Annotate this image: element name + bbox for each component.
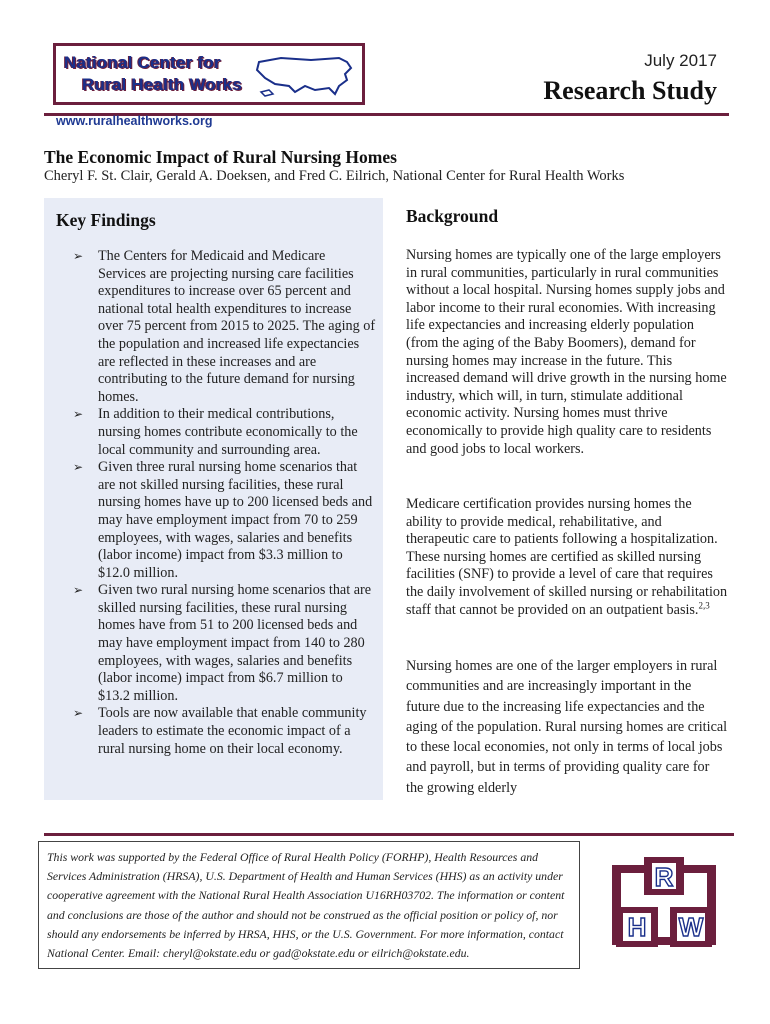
- key-findings-heading: Key Findings: [56, 210, 156, 230]
- list-item: [54, 705, 376, 758]
- arrow-bullet-icon: ➢: [73, 583, 84, 598]
- key-findings-box: [44, 198, 383, 800]
- funding-disclaimer-box: [38, 841, 580, 969]
- list-item: [54, 459, 376, 582]
- rhw-logo-icon: [608, 851, 720, 951]
- rhw-letter-r: R: [654, 862, 674, 892]
- finding-text: Given three rural nursing home scenarios that are not skilled nursing facilities, these rural nursing homes have up to 200 licensed beds and may have employment impact from 70 to 259 employees, with wages, salaries and benefits (labor income) impact from $3.3 million to $12.0 million.: [98, 459, 373, 581]
- publication-date: July 2017: [644, 51, 717, 70]
- arrow-bullet-icon: ➢: [73, 706, 84, 721]
- finding-text: In addition to their medical contributions, nursing homes contribute economically to the local community and surrounding area.: [98, 406, 358, 458]
- arrow-bullet-icon: ➢: [73, 249, 84, 263]
- background-paragraph-3: Nursing homes are one of the larger employers in rural communities and are increasingly important in the future due to the increasing life expectancies and the aging of the population. Rural nursing homes are critical to these local economies, not only in terms of local jobs and payroll, but in terms of providing quality care for the growing elderly: [406, 658, 728, 796]
- background-paragraph-2: [406, 496, 728, 619]
- finding-text: The Centers for Medicaid and Medicare Services are projecting nursing care facilities expenditures to increase over 65 percent and national total health expenditures to increase over 75 percent from 2015 to 2025. The aging of the population and increased life expectancies are reflected in these increases and are contributing to the future demand for nursing homes.: [98, 248, 376, 405]
- rhw-letter-h: H: [627, 912, 647, 942]
- arrow-bullet-icon: ➢: [73, 460, 84, 475]
- list-item: [54, 248, 376, 406]
- footer-divider: [44, 833, 734, 836]
- funding-disclaimer-text: This work was supported by the Federal Office of Rural Health Policy (FORHP), Health Resources and Services Administration (HRSA), U.S. Department of Health and Human Services (HHS) as an activity under cooperative agreement with the National Rural Health Association U16RH03702. The information or content and conclusions are those of the author and should not be construed as the official position or policy of, nor should any endorsements be inferred by HRSA, HHS, or the U.S. Government. For more information, contact National Center. Email: cheryl@okstate.edu or gad@okstate.edu or eilrich@okstate.edu.: [47, 850, 565, 961]
- logo-line-1: National Center for: [64, 53, 221, 72]
- citation-superscript: 2,3: [698, 599, 710, 610]
- document-title: The Economic Impact of Rural Nursing Homes: [44, 147, 397, 167]
- authors: Cheryl F. St. Clair, Gerald A. Doeksen, and Fred C. Eilrich, National Center for Rural Health Works: [44, 168, 625, 184]
- list-item: [54, 582, 376, 705]
- report-type: Research Study: [543, 76, 717, 105]
- rhw-letter-w: W: [678, 912, 704, 942]
- finding-text: Given two rural nursing home scenarios that are skilled nursing facilities, these rural nursing homes have from 51 to 200 licensed beds and may have employment impact from 140 to 280 employees, with wages, salaries and benefits (labor income) impact from $6.7 million to $13.2 million.: [98, 582, 372, 704]
- website-link[interactable]: www.ruralhealthworks.org: [56, 114, 213, 128]
- paragraph-text: Medicare certification provides nursing homes the ability to provide medical, rehabilitative, and therapeutic care to patients following a hospitalization. These nursing homes are certified as skilled nursing facilities (SNF) to provide a level of care that requires the daily involvement of skilled nursing or rehabilitation staff that cannot be provided on an outpatient basis.: [406, 496, 728, 618]
- logo-line-2: Rural Health Works: [82, 75, 243, 94]
- list-item: [54, 406, 376, 459]
- finding-text: Tools are now available that enable community leaders to estimate the economic impact of a rural nursing home on their local economy.: [98, 705, 367, 757]
- background-paragraph-1: Nursing homes are typically one of the large employers in rural communities, particularly in rural communities without a local hospital. Nursing homes supply jobs and labor income to their rural economies. With increasing life expectancies and increasing elderly population (from the aging of the Baby Boomers), demand for nursing homes may increase in the future. This increased demand will drive growth in the nursing home industry, which will, in turn, stimulate additional economic activity. Nursing homes must thrive economically to provide high quality care to residents and good jobs to local workers.: [406, 247, 727, 457]
- key-findings-list: [54, 248, 376, 758]
- background-heading: Background: [406, 206, 499, 226]
- us-map-icon: [251, 52, 361, 100]
- arrow-bullet-icon: ➢: [73, 407, 84, 422]
- ncrhw-logo: [53, 43, 365, 105]
